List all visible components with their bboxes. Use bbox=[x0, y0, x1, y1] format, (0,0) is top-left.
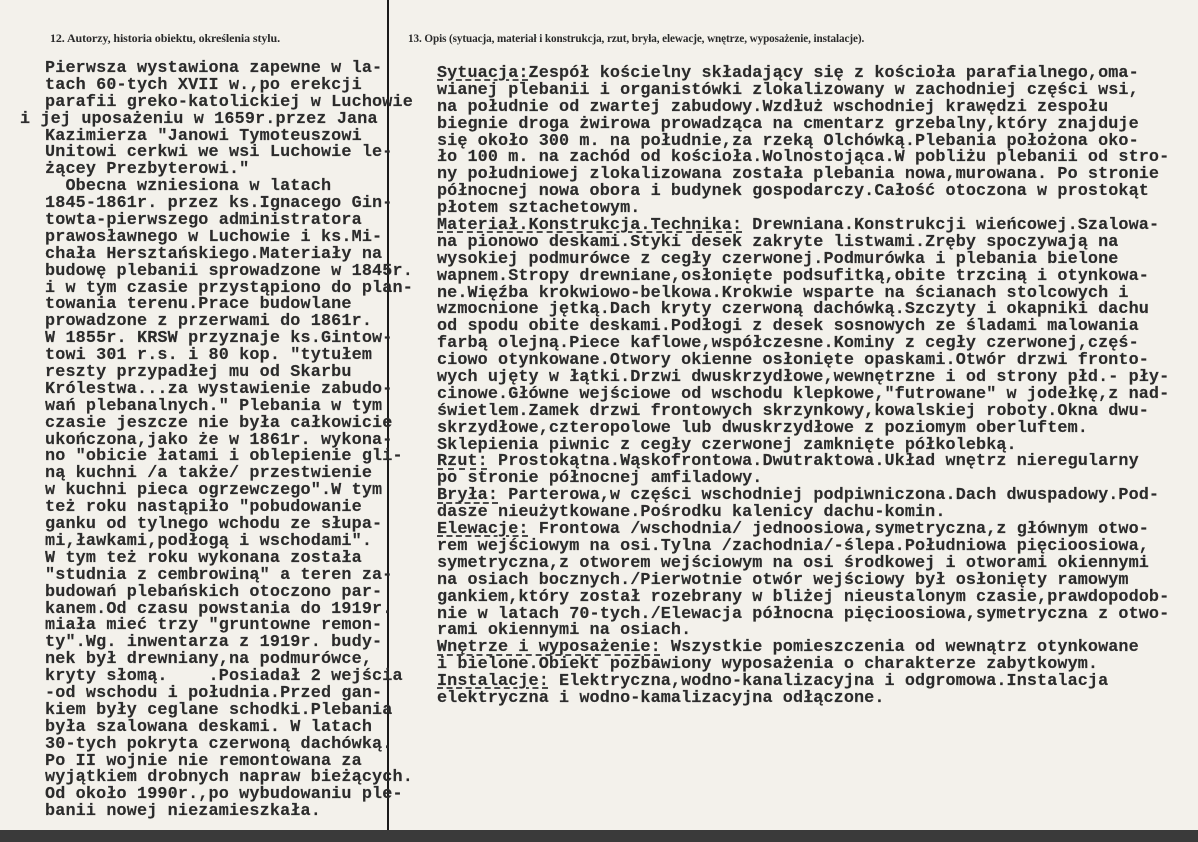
line-text: na pionowo deskami.Styki desek zakryte listwami.Zręby spoczywają na bbox=[437, 232, 1119, 252]
line-text: towi 301 r.s. i 80 kop. "tytułem bbox=[45, 346, 373, 366]
line-text: chała Hersztańskiego.Materiały na bbox=[45, 244, 383, 264]
line-text: czasie jeszcze nie była całkowicie bbox=[45, 413, 393, 433]
section-heading: Wnętrze i wyposażenie: bbox=[437, 638, 661, 658]
line-text: ukończona,jako że w 1861r. wykona- bbox=[45, 430, 393, 450]
line-text: ty".Wg. inwentarza z 1919r. budy- bbox=[45, 633, 383, 653]
line-text: symetryczna,z otworem wejściowym na osi środkowej i otworami okiennymi bbox=[437, 553, 1149, 573]
line-text: Unitowi cerkwi we wsi Luchowie le- bbox=[45, 143, 393, 163]
line-text: Elektryczna,wodno-kanalizacyjna i odgromowa.Instalacja bbox=[548, 672, 1109, 692]
line-text: wań plebanalnych." Plebania w tym bbox=[45, 396, 383, 416]
line-text: ną kuchni /a także/ przestwienie bbox=[45, 464, 373, 484]
line-text: kanem.Od czasu powstania do 1919r. bbox=[45, 599, 393, 619]
section-12-header: 12. Autorzy, historia obiektu, określenia stylu. bbox=[50, 31, 280, 45]
line-text: wyjątkiem drobnych napraw bieżących. bbox=[45, 768, 413, 788]
line-text: towta-pierwszego administratora bbox=[45, 211, 362, 231]
line-text: prowadzone z przerwami do 1861r. bbox=[45, 312, 373, 332]
section-heading: Materiał.Konstrukcja.Technika: bbox=[437, 216, 743, 236]
line-text: wianej plebanii i organistówki zlokalizowany w zachodniej części wsi, bbox=[437, 80, 1139, 100]
line-text: kryty słomą. .Posiadał 2 wejścia bbox=[45, 667, 403, 687]
line-text: w kuchni pieca ogrzewczego".W tym bbox=[45, 481, 383, 501]
line-text: Zespół kościelny składający się z kościoła parafialnego,oma- bbox=[528, 64, 1139, 83]
line-text: Sklepienia piwnic z cegły czerwonej zamknięte półkolebką. bbox=[437, 435, 1017, 455]
line-text: "studnia z cembrowiną" a teren za- bbox=[45, 565, 393, 585]
line-text: nie w latach 70-tych./Elewacja północna pięcioosiowa,symetryczna z otwo- bbox=[437, 604, 1170, 624]
line-text: po stronie północnej amfiladowy. bbox=[437, 469, 763, 489]
line-text: wzmocnione jętką.Dach kryty czerwoną dachówką.Szczyty i okapniki dachu bbox=[437, 300, 1149, 320]
line-text: Drewniana.Konstrukcji wieńcowej.Szalowa- bbox=[742, 216, 1160, 236]
line-text: i w tym czasie przystąpiono do plan- bbox=[45, 278, 413, 298]
line-text: Królestwa...za wystawienie zabudo- bbox=[45, 379, 393, 399]
line-text: W 1855r. KRSW przyznaje ks.Gintow- bbox=[45, 329, 393, 349]
line-text: ciowo otynkowane.Otwory okienne osłonięte opaskami.Otwór drzwi fronto- bbox=[437, 351, 1149, 371]
line-text: się około 300 m. na południe,za rzeką Olchówką.Plebania położona oko- bbox=[437, 131, 1139, 151]
section-heading: Instalacje: bbox=[437, 672, 549, 692]
line-text: i bielone.Obiekt pozbawiony wyposażenia o charakterze zabytkowym. bbox=[437, 655, 1099, 675]
page-bottom-edge bbox=[0, 830, 1198, 842]
line-text: rem wejściowym na osi.Tylna /zachodnia/-ślepa.Południowa pięcioosiowa, bbox=[437, 536, 1149, 556]
line-text: tach 60-tych XVII w.,po erekcji bbox=[45, 75, 362, 95]
line-text: gankiem,który został rozebrany w bliżej nieustalonym czasie,prawdopodob- bbox=[437, 587, 1170, 607]
section-heading: Rzut: bbox=[437, 452, 488, 472]
line-text: Parterowa,w części wschodniej podpiwniczona.Dach dwuspadowy.Pod- bbox=[498, 486, 1160, 506]
section-heading: Bryła: bbox=[437, 486, 499, 506]
line-text: parafii greko-katolickiej w Luchowie bbox=[45, 92, 413, 112]
line-text: ne.Więźba krokwiowo-belkowa.Krokwie wsparte na ścianach stolcowych i bbox=[437, 283, 1129, 303]
line-text: ny południowej zlokalizowana została plebania nowa,murowana. Po stronie bbox=[437, 165, 1160, 185]
line-text: skrzydłowe,czteropolowe lub dwuskrzydłowe z poziomym oberluftem. bbox=[437, 418, 1088, 438]
line-text: też roku nastąpiło "pobudowanie bbox=[45, 498, 362, 518]
line-text: no "obicie łatami i oblepienie gli- bbox=[45, 447, 403, 467]
section-heading: Elewacje: bbox=[437, 520, 529, 540]
line-text: cinowe.Główne wejściowe od wschodu klepkowe,"futrowane" w jodełkę,z nad- bbox=[437, 384, 1170, 404]
line-text: była szalowana deskami. W latach bbox=[45, 717, 373, 737]
line-text: miała mieć trzy "gruntowne remon- bbox=[45, 616, 383, 636]
line-text: wapnem.Stropy drewniane,osłonięte podsufitką,obite trzciną i otynkowa- bbox=[437, 266, 1149, 286]
line-text: Kazimierza "Janowi Tymoteuszowi bbox=[45, 126, 362, 146]
line-text: świetlem.Zamek drzwi frontowych skrzynkowy,kowalskiej roboty.Okna dwu- bbox=[437, 401, 1149, 421]
line-text: banii nowej niezamieszkała. bbox=[45, 802, 321, 822]
line-text: 1845-1861r. przez ks.Ignacego Gin- bbox=[45, 194, 393, 214]
line-text: płotem sztachetowym. bbox=[437, 199, 641, 219]
text-line bbox=[45, 804, 413, 821]
line-text: -od wschodu i południa.Przed gan- bbox=[45, 683, 383, 703]
line-text: wych ujęty w łątki.Drzwi dwuskrzydłowe,wewnętrzne i od strony płd.- pły- bbox=[437, 368, 1170, 388]
line-text: kiem były ceglane schodki.Plebania bbox=[45, 700, 393, 720]
line-text: nek był drewniany,na podmurówce, bbox=[45, 650, 373, 670]
line-text: Od około 1990r.,po wybudowaniu ple- bbox=[45, 785, 403, 805]
line-text: od spodu obite deskami.Podłogi z desek sosnowych ze śladami malowania bbox=[437, 317, 1139, 337]
line-text: biegnie droga żwirowa prowadząca na cmentarz grzebalny,który znajduje bbox=[437, 114, 1139, 134]
line-text: Pierwsza wystawiona zapewne w la- bbox=[45, 59, 383, 78]
line-text: reszty przypadłej mu od Skarbu bbox=[45, 363, 352, 383]
line-text: północnej nowa obora i budynek gospodarczy.Całość otoczona w prostokąt bbox=[437, 182, 1149, 202]
section-heading: Sytuacja: bbox=[437, 64, 529, 83]
line-text: ganku od tylnego wchodu ze słupa- bbox=[45, 515, 383, 535]
line-text: i jej uposażeniu w 1659r.przez Jana bbox=[20, 109, 378, 129]
line-text: budowę plebanii sprowadzone w 1845r. bbox=[45, 261, 413, 281]
line-text: ło 100 m. na zachód od kościoła.Wolnostojąca.W pobliżu plebanii od stro- bbox=[437, 148, 1170, 168]
line-text: 30-tych pokryta czerwoną dachówką. bbox=[45, 734, 393, 754]
line-text: W tym też roku wykonana została bbox=[45, 548, 362, 568]
description-text-column bbox=[437, 66, 1169, 708]
line-text: budowań plebańskich otoczono par- bbox=[45, 582, 383, 602]
line-text: mi,ławkami,podłogą i wschodami". bbox=[45, 531, 373, 551]
line-text: Wszystkie pomieszczenia od wewnątrz otynkowane bbox=[660, 638, 1139, 658]
line-text: na południe od zwartej zabudowy.Wzdłuż wschodniej krawędzi zespołu bbox=[437, 97, 1109, 117]
line-text: Prostokątna.Wąskofrontowa.Dwutraktowa.Układ wnętrz nieregularny bbox=[487, 452, 1139, 472]
history-text-column bbox=[20, 59, 413, 822]
line-text: wysokiej podmurówce z cegły czerwonej.Podmurówka i plebania bielone bbox=[437, 249, 1119, 269]
line-text: Po II wojnie nie remontowana za bbox=[45, 751, 362, 771]
line-text: żącey Prezbyterowi." bbox=[45, 160, 250, 180]
line-text: elektryczna i wodno-kamalizacyjna odłączone. bbox=[437, 688, 885, 708]
line-text: Obecna wzniesiona w latach bbox=[45, 177, 332, 197]
line-text: dasze nieużytkowane.Pośrodku kalenicy dachu-komin. bbox=[437, 503, 946, 523]
line-text: towania terenu.Prace budowlane bbox=[45, 295, 352, 315]
line-text: rami okiennymi na osiach. bbox=[437, 621, 692, 641]
section-13-header: 13. Opis (sytuacja, materiał i konstrukcja, rzut, bryła, elewacje, wnętrze, wyposażenie, instalacje). bbox=[408, 31, 865, 45]
line-text: farbą olejną.Piece kaflowe,współczesne.Kominy z cegły czerwonej,częś- bbox=[437, 334, 1139, 354]
text-line bbox=[437, 688, 1169, 708]
line-text: prawosławnego w Luchowie i ks.Mi- bbox=[45, 227, 383, 247]
line-text: Frontowa /wschodnia/ jednoosiowa,symetryczna,z głównym otwo- bbox=[528, 520, 1149, 540]
line-text: na osiach bocznych./Pierwotnie otwór wejściowy był osłonięty ramowym bbox=[437, 570, 1129, 590]
